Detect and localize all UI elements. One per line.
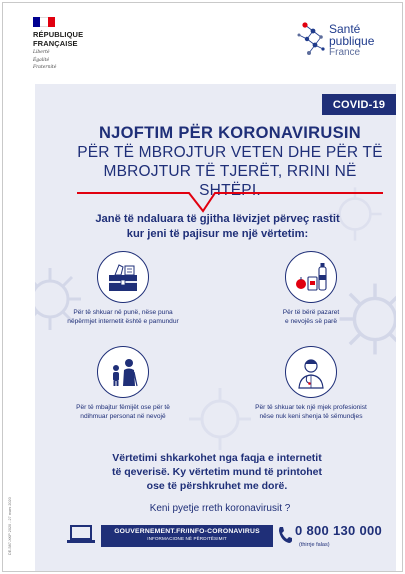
main-panel [35, 84, 396, 571]
item-family-caption-2: ndihmuar personat në nevojë [80, 413, 166, 420]
phone-free-note: (thirrje falas) [299, 542, 330, 548]
sante-publique-france-mark-icon [295, 17, 329, 61]
rf-name-line-1: RÉPUBLIQUE [33, 30, 84, 39]
item-doctor-caption-2: nëse nuk keni shenja të sëmundjes [259, 413, 363, 420]
question-text: Keni pyetje rreth koronavirusit ? [149, 503, 291, 514]
rf-name-line-2: FRANÇAISE [33, 38, 78, 48]
item-doctor-caption-1: Për të shkuar tek një mjek profesionist [255, 404, 367, 411]
item-groceries [231, 251, 391, 326]
phone-icon [277, 525, 293, 545]
item-groceries-caption-2: e nevojës së parë [284, 318, 338, 325]
rf-motto-liberte: Liberté [33, 50, 50, 55]
item-family-caption-1: Për të mbajtur fëmijët ose për të [76, 404, 170, 411]
item-family [43, 346, 203, 421]
rf-motto-fraternite: Fraternité [33, 65, 57, 70]
footer-contacts [67, 522, 387, 554]
spf-word-sante: Santé [329, 22, 361, 36]
certificate-line-2: të qeverisë. Ky vërtetim mund të printohet [111, 466, 323, 478]
title-bubble [77, 123, 383, 199]
info-url-subtext: INFORMACIONE NË PËRDITËSIMIT [147, 536, 227, 541]
intro-line-1: Janë të ndaluara të gjitha lëvizjet përveç rastit [95, 213, 340, 225]
item-doctor [225, 346, 396, 421]
intro-line-2: kur jeni të pajisur me një vërtetim: [126, 228, 309, 240]
title-line-3: MBROJTUR TË TJERËT, RRINI NË SHTËPI. [103, 163, 357, 199]
certificate-text [57, 451, 377, 493]
reference-code: DE-587-XKP 2020 - 27 mars 2020 [8, 497, 12, 555]
item-groceries-caption-1: Për të bërë pazaret [282, 309, 340, 316]
title-line-2: PËR TË MBROJTUR VETEN DHE PËR TË [77, 144, 383, 161]
republique-francaise-logo [33, 17, 123, 71]
phone-number[interactable]: 0 800 130 000 [295, 523, 383, 538]
french-flag-icon [33, 17, 55, 27]
spf-wordmark [329, 23, 374, 59]
doctor-icon [285, 346, 337, 398]
rf-motto-egalite: Égalité [33, 57, 50, 63]
family-icon [97, 346, 149, 398]
item-work [43, 251, 203, 326]
certificate-line-1: Vërtetimi shkarkohet nga faqja e internetit [112, 452, 322, 464]
briefcase-icon [97, 251, 149, 303]
info-url-text: GOUVERNEMENT.FR/INFO-CORONAVIRUS [114, 528, 260, 535]
title-line-1: NJOFTIM PËR KORONAVIRUSIN [98, 124, 362, 142]
laptop-icon [67, 524, 95, 546]
covid-badge: COVID-19 [322, 94, 396, 115]
certificate-line-3: ose të përshkruhet me dorë. [146, 480, 288, 492]
item-work-caption-2: nëpërmjet internetit është e pamundur [67, 318, 179, 325]
poster [2, 2, 403, 572]
item-work-caption-1: Për të shkuar në punë, nëse puna [73, 309, 173, 316]
spf-word-france: France [329, 47, 361, 58]
info-url-link[interactable] [101, 525, 273, 547]
sante-publique-france-logo [295, 17, 395, 61]
spf-word-publique: publique [329, 34, 375, 48]
groceries-icon [285, 251, 337, 303]
intro-text [65, 212, 370, 242]
